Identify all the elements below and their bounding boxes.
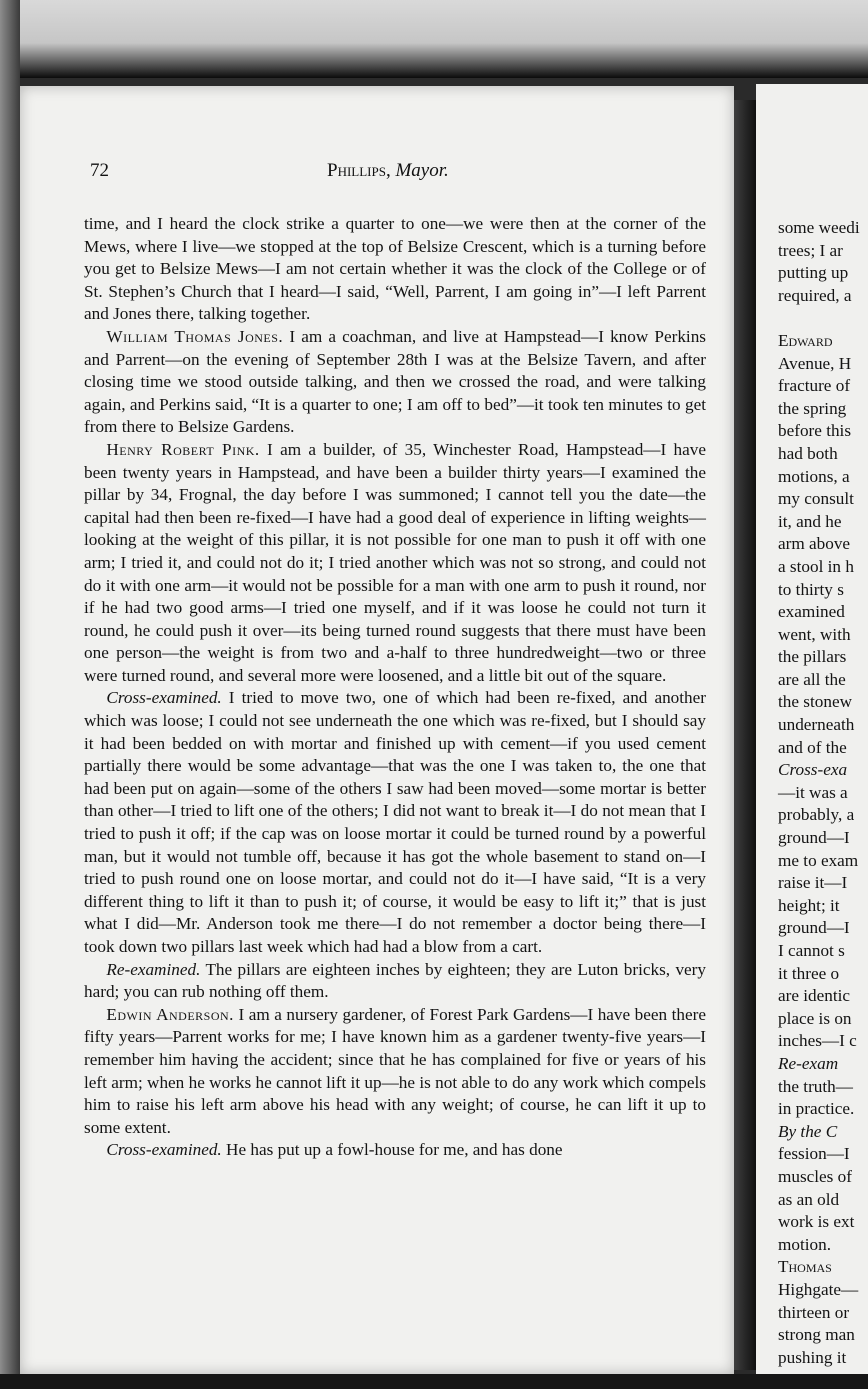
- book-gutter: [734, 100, 756, 1370]
- right-page-line: [778, 307, 868, 330]
- witness-name: Henry Robert Pink.: [106, 439, 260, 459]
- header-office: Mayor.: [395, 160, 449, 181]
- header-name: Phillips: [327, 160, 386, 181]
- right-page-line: to thirty s: [778, 579, 844, 599]
- paragraph: [84, 1139, 706, 1162]
- paragraph: [84, 959, 706, 1004]
- right-page-line: —it was a: [778, 782, 848, 802]
- right-page-line: Re-exam: [778, 1053, 839, 1073]
- right-page-line: inches—I c: [778, 1031, 857, 1051]
- right-page-line: the stonew: [778, 692, 852, 712]
- right-page-line: before this: [778, 421, 852, 441]
- right-page-line: height; it: [778, 895, 840, 915]
- right-page-line: examined: [778, 602, 845, 622]
- right-page-line: Edward: [778, 330, 833, 350]
- right-page-line: Avenue, H: [778, 353, 852, 373]
- right-page-line: I cannot s: [778, 941, 845, 960]
- paragraph-text: I am a builder, of 35, Winchester Road, Hampstead—I have been twenty years in Hampstead, and have been a builder thirty years—I examined the pillar by 34, Frognal, the day before I was summoned; I cannot tell you the date—the capital had then been re-fixed—I have had a good deal of experience in lifting weights—looking at the weight of this pillar, it is not possible for one man to push it off with one arm; I tried it, and could not do it; I tried another which was not so strong, and could not do it with one arm—it would not be possible for a man with one arm to push it round, nor if he had two good arms—I tried one myself, and if it was loose he could not turn it round, he could push it over—its being turned round suggests that there must have been one person—the weight is from two and a-half to three hundredweight—two or three were turned round, and several more were loosened, and a little bit out of the square.: [84, 439, 706, 685]
- right-page-line: it, and he: [778, 511, 842, 531]
- witness-name: William Thomas Jones.: [106, 326, 284, 346]
- paragraph: [84, 326, 706, 439]
- paragraph-text: The pillars are eighteen inches by eighteen; they are Luton bricks, very hard; you can rub nothing off them.: [84, 959, 706, 1002]
- right-page-line: Highgate—: [778, 1279, 859, 1299]
- right-page-line: the truth—: [778, 1076, 853, 1096]
- right-page-line: putting up: [778, 263, 849, 283]
- scan-top-margin: [0, 0, 868, 78]
- right-page-line: as an old: [778, 1189, 840, 1209]
- right-page-line: motion.: [778, 1234, 831, 1254]
- right-page: [756, 84, 868, 1374]
- scan-bottom-edge: [0, 1374, 868, 1389]
- paragraph-text: I am a coachman, and live at Hampstead—I know Perkins and Parrent—on the evening of September 28th I was at the Belsize Tavern, and after closing time we stood outside talking, and then we crossed the road, and were talking again, and Perkins said, “It is a quarter to one; I am off to bed”—it took ten minutes to get from there to Belsize Gardens.: [84, 326, 706, 437]
- section-label: Cross-examined.: [106, 1140, 222, 1160]
- right-page-line: work is ext: [778, 1212, 855, 1232]
- right-page-line: my consult: [778, 489, 854, 509]
- right-page-line: required, a: [778, 285, 852, 305]
- body-text: [84, 213, 706, 1162]
- right-page-line: it three o: [778, 963, 840, 983]
- header-comma: ,: [385, 160, 391, 181]
- right-page-line: By the C: [778, 1121, 838, 1141]
- section-label: Cross-examined.: [106, 688, 222, 708]
- right-page-line: Cross-exa: [778, 760, 848, 780]
- right-page-line: me to exam: [778, 850, 859, 870]
- right-page-line: place is on: [778, 1008, 852, 1028]
- right-page-line: arm above: [778, 534, 851, 554]
- right-page-line: probably, a: [778, 805, 855, 825]
- right-page-line: thirteen or: [778, 1302, 850, 1322]
- right-page-line: in practice.: [778, 1099, 855, 1119]
- witness-name: Edwin Anderson.: [106, 1004, 234, 1024]
- right-page-line: underneath: [778, 715, 855, 735]
- running-head: [90, 160, 710, 188]
- section-label: Re-examined.: [106, 959, 201, 979]
- paragraph: [84, 439, 706, 688]
- right-page-line: strong man: [778, 1325, 855, 1345]
- right-page-line: some weedi: [778, 218, 860, 237]
- paragraph: [84, 1004, 706, 1140]
- right-page-line: fracture of: [778, 376, 851, 396]
- right-page-line: went, with: [778, 624, 851, 644]
- page-number: 72: [90, 160, 109, 181]
- right-page-line: ground—I: [778, 828, 850, 848]
- right-page-line: trees; I ar: [778, 240, 843, 260]
- paragraph-text: I am a nursery gardener, of Forest Park Gardens—I have been there fifty years—Parrent works for me; I have known him as a gardener twenty-five years—I remember him having the accident; since that he has complained for five or years of his left arm; when he works he cannot lift it up—he is not able to do any work which compels him to raise his left arm above his head with any weight; of course, he can lift it up to some extent.: [84, 1004, 706, 1137]
- right-page-text: [778, 217, 868, 1369]
- right-page-line: are all the: [778, 669, 846, 689]
- right-page-line: raise it—I: [778, 873, 848, 893]
- paragraph: [84, 687, 706, 958]
- right-page-line: had both: [778, 443, 838, 463]
- right-page-line: ground—I: [778, 918, 850, 938]
- right-page-line: fession—I: [778, 1144, 850, 1164]
- paragraph-text: I tried to move two, one of which had been re-fixed, and another which was loose; I could not see underneath the one which was re-fixed, but I should say it had been bedded on with mortar and finished up with cement—if you used cement partially there would be some advantage—that was the one I was taken to, the one that had been put on again—some of the others I saw had been moved—some mortar is better than other—I tried to lift one of the others; I did not want to break it—I do not mean that I tried to push it off; if the cap was on loose mortar it could be turned round by a powerful man, but it would not tumble off, because it has got the whole basement to stand on—I tried to push round one on loose mortar, and could not do it—I have said, “It is a very different thing to lift it than to push it; of course, it would be easy to lift it;” that is just what I did—Mr. Anderson took me there—I do not remember a doctor being there—I took down two pillars last week which had had a blow from a cart.: [84, 688, 706, 956]
- right-page-line: the spring: [778, 398, 847, 418]
- right-page-line: the pillars: [778, 647, 847, 667]
- right-page-line: are identic: [778, 986, 851, 1006]
- right-page-line: Thomas: [778, 1257, 832, 1277]
- right-page-line: and of the: [778, 737, 847, 757]
- right-page-line: pushing it: [778, 1347, 847, 1367]
- header-title: [327, 160, 449, 182]
- right-page-line: muscles of: [778, 1166, 852, 1186]
- paragraph-text: time, and I heard the clock strike a quarter to one—we were then at the corner of the Mews, where I live—we stopped at the top of Belsize Crescent, which is a turning before you get to Belsize Mews—I am not certain whether it was the clock of the College or of St. Stephen’s Church that I heard—I said, “Well, Parrent, I am going in”—I left Parrent and Jones there, talking together.: [84, 214, 706, 324]
- paragraph: [84, 213, 706, 326]
- paragraph-text: He has put up a fowl-house for me, and has done: [221, 1140, 563, 1160]
- scan-left-edge: [0, 0, 20, 1389]
- right-page-line: a stool in h: [778, 556, 854, 576]
- right-page-line: motions, a: [778, 466, 850, 486]
